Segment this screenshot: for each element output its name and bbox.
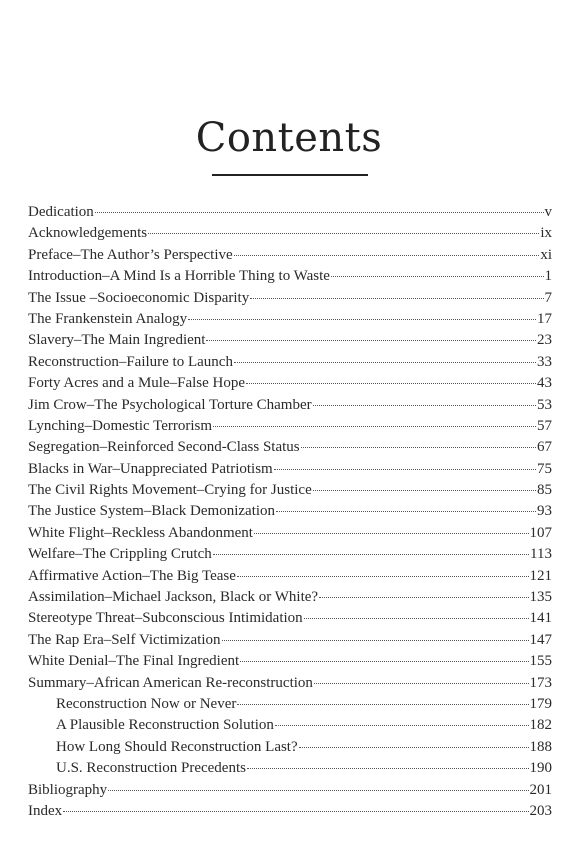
title-underline (212, 174, 368, 176)
toc-entry (28, 523, 552, 544)
dot-leader (222, 640, 529, 641)
toc-entry (28, 608, 552, 629)
toc-page-number: 75 (537, 460, 552, 477)
toc-page-number: 173 (529, 674, 552, 691)
toc-entry (28, 416, 552, 437)
toc-entry (28, 330, 552, 351)
toc-entry-title: The Justice System–Black Demonization (28, 503, 276, 520)
dot-leader (331, 276, 544, 277)
toc-entry (28, 501, 552, 522)
toc-entry (28, 223, 552, 244)
dot-leader (250, 298, 543, 299)
toc-entry (28, 309, 552, 330)
toc-page-number: 155 (529, 653, 552, 670)
toc-entry (28, 480, 552, 501)
toc-page-number: 201 (529, 781, 552, 798)
toc-page-number: 113 (530, 546, 552, 563)
toc-subentry (28, 715, 552, 736)
toc-page-number: 1 (544, 268, 552, 285)
toc-entry-title: The Frankenstein Analogy (28, 310, 188, 327)
toc-entry (28, 651, 552, 672)
dot-leader (301, 447, 536, 448)
toc-page-number: 203 (529, 802, 552, 819)
dot-leader (234, 255, 540, 256)
dot-leader (206, 340, 536, 341)
dot-leader (299, 747, 529, 748)
toc-entry (28, 266, 552, 287)
toc-entry (28, 288, 552, 309)
toc-entry-title: The Rap Era–Self Victimization (28, 631, 221, 648)
dot-leader (237, 576, 529, 577)
dot-leader (319, 597, 528, 598)
dot-leader (247, 768, 529, 769)
toc-entry (28, 373, 552, 394)
toc-entry-title: Dedication (28, 204, 94, 220)
toc-page-number: 188 (529, 738, 552, 755)
dot-leader (63, 811, 528, 812)
dot-leader (313, 490, 536, 491)
dot-leader (188, 319, 536, 320)
toc-entry-title: The Civil Rights Movement–Crying for Justice (28, 482, 312, 499)
toc-entry-title: Reconstruction Now or Never (56, 695, 237, 712)
toc-page-number: 121 (529, 567, 552, 584)
dot-leader (246, 383, 536, 384)
toc-entry-title: A Plausible Reconstruction Solution (56, 717, 274, 734)
toc-entry-title: Lynching–Domestic Terrorism (28, 417, 213, 434)
toc-entry-title: Affirmative Action–The Big Tease (28, 567, 236, 584)
toc-entry (28, 459, 552, 480)
toc-page-number: 43 (537, 375, 552, 392)
dot-leader (213, 426, 536, 427)
dot-leader (314, 683, 529, 684)
toc-entry (28, 202, 552, 223)
toc-page-number: 135 (529, 589, 552, 606)
toc-page-number: xi (540, 246, 552, 263)
toc-entry (28, 673, 552, 694)
toc-entry-title: Reconstruction–Failure to Launch (28, 353, 233, 370)
toc-entry-title: White Denial–The Final Ingredient (28, 653, 240, 670)
dot-leader (276, 511, 536, 512)
toc-page-number: 182 (529, 717, 552, 734)
toc-page-number: 57 (537, 417, 552, 434)
toc-entry (28, 630, 552, 651)
toc-entry-title: Bibliography (28, 781, 108, 798)
dot-leader (254, 533, 529, 534)
toc-subentry (28, 758, 552, 779)
toc-entry-title: Jim Crow–The Psychological Torture Chamber (28, 396, 312, 413)
toc-page-number: ix (540, 225, 552, 242)
toc-entry-title: White Flight–Reckless Abandonment (28, 524, 253, 541)
toc-entry-title: The Issue –Socioeconomic Disparity (28, 289, 250, 306)
dot-leader (240, 661, 528, 662)
toc-entry-title: Stereotype Threat–Subconscious Intimidation (28, 610, 303, 627)
toc-entry (28, 801, 552, 822)
dot-leader (313, 405, 536, 406)
toc-entry (28, 544, 552, 565)
toc-page-number: 7 (544, 289, 552, 306)
toc-page-number: 147 (529, 631, 552, 648)
toc-page-number: 93 (537, 503, 552, 520)
toc-entry-title: Preface–The Author’s Perspective (28, 246, 233, 263)
toc-page-number: 23 (537, 332, 552, 349)
dot-leader (275, 725, 529, 726)
toc-entry (28, 780, 552, 801)
toc-entry (28, 352, 552, 373)
toc-page-number: 33 (537, 353, 552, 370)
toc-page-number: 67 (537, 439, 552, 456)
dot-leader (148, 233, 539, 234)
toc-entry-title: Blacks in War–Unappreciated Patriotism (28, 460, 273, 477)
toc-entry-title: Summary–African American Re-reconstruction (28, 674, 313, 691)
dot-leader (95, 212, 544, 213)
toc-page-number: 190 (529, 760, 552, 777)
toc-page-number: 53 (537, 396, 552, 413)
toc-entry-title: Acknowledgements (28, 225, 148, 242)
toc-page-number: 107 (529, 524, 552, 541)
toc-page-number: 85 (537, 482, 552, 499)
toc-page-number: 179 (529, 695, 552, 712)
toc-entry-title: Assimilation–Michael Jackson, Black or White? (28, 589, 319, 606)
toc-page-number: v (544, 204, 552, 220)
toc-entry (28, 245, 552, 266)
toc-entry-title: Forty Acres and a Mule–False Hope (28, 375, 246, 392)
toc-entry (28, 437, 552, 458)
dot-leader (213, 554, 529, 555)
toc-entry-title: Slavery–The Main Ingredient (28, 332, 206, 349)
dot-leader (237, 704, 528, 705)
toc-page-number: 141 (529, 610, 552, 627)
toc-entry (28, 587, 552, 608)
dot-leader (234, 362, 536, 363)
dot-leader (108, 790, 528, 791)
toc-entry-title: Welfare–The Crippling Crutch (28, 546, 212, 563)
dot-leader (304, 618, 529, 619)
dot-leader (274, 469, 536, 470)
toc-entry-title: U.S. Reconstruction Precedents (56, 760, 246, 777)
toc-entry (28, 566, 552, 587)
toc-entry-title: How Long Should Reconstruction Last? (56, 738, 298, 755)
toc-subentry (28, 694, 552, 715)
toc-page-number: 17 (537, 310, 552, 327)
toc-entry-title: Index (28, 802, 63, 819)
table-of-contents (28, 202, 552, 822)
page-title: Contents (195, 115, 383, 161)
toc-subentry (28, 737, 552, 758)
toc-entry (28, 395, 552, 416)
toc-entry-title: Introduction–A Mind Is a Horrible Thing to Waste (28, 268, 330, 285)
toc-entry-title: Segregation–Reinforced Second-Class Status (28, 439, 300, 456)
